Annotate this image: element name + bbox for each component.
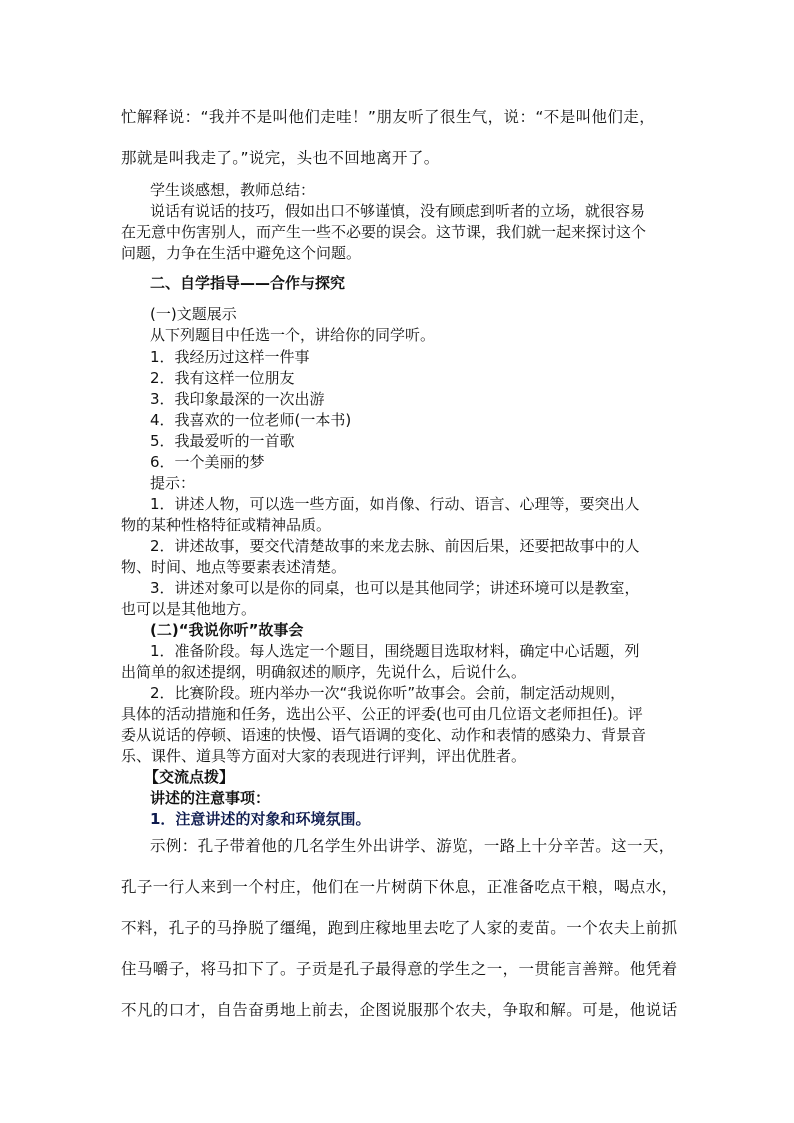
tips-line: 1．讲述人物，可以选一些方面，如肖像、行动、语言、心理等，要突出人 (150, 495, 640, 513)
topic-item: 2．我有这样一位朋友 (150, 369, 295, 387)
exchange-subheading: 讲述的注意事项： (150, 789, 271, 807)
example-line: 不料，孔子的马挣脱了缰绳，跑到庄稼地里去吃了人家的麦苗。一个农夫上前抓 (121, 919, 678, 937)
contest-heading: (二)“我说你听”故事会 (150, 621, 304, 639)
contest-line: 出简单的叙述提纲，明确叙述的顺序，先说什么，后说什么。 (121, 663, 527, 681)
contest-line: 2．比赛阶段。班内举办一次“我说你听”故事会。会前，制定活动规则， (150, 684, 626, 702)
summary-heading: 学生谈感想，教师总结： (150, 181, 316, 199)
tips-line: 物、时间、地点等要素表述清楚。 (121, 558, 347, 576)
tips-line: 也可以是其他地方。 (121, 600, 257, 618)
summary-line-1: 说话有说话的技巧，假如出口不够谨慎，没有顾虑到听者的立场，就很容易 (150, 202, 646, 220)
topics-heading: (一)文题展示 (150, 305, 237, 323)
example-line: 示例：孔子带着他的几名学生外出讲学、游览，一路上十分辛苦。这一天， (150, 837, 675, 855)
contest-line: 具体的活动措施和任务，选出公平、公正的评委(也可由几位语文老师担任)。评 (121, 705, 643, 723)
topic-item: 4．我喜欢的一位老师(一本书) (150, 411, 352, 429)
topics-intro: 从下列题目中任选一个，讲给你的同学听。 (150, 326, 436, 344)
topic-item: 1．我经历过这样一件事 (150, 348, 310, 366)
contest-line: 委从说话的停顿、语速的快慢、语气语调的变化、动作和表情的感染力、背景音 (121, 726, 647, 744)
example-line: 不凡的口才，自告奋勇地上前去，企图说服那个农夫，争取和解。可是，他说话 (121, 1001, 678, 1019)
section-title: 二、自学指导——合作与探究 (150, 274, 346, 292)
summary-line-3: 问题，力争在生活中避免这个问题。 (121, 244, 362, 262)
tips-heading: 提示： (150, 474, 196, 492)
exchange-heading: 【交流点拨】 (144, 768, 235, 786)
summary-line-2: 在无意中伤害别人，而产生一些不必要的误会。这节课，我们就一起来探讨这个 (121, 223, 647, 241)
contest-line: 1．准备阶段。每人选定一个题目，围绕题目选取材料，确定中心话题，列 (150, 642, 640, 660)
story-line-1: 忙解释说：“我并不是叫他们走哇！”朋友听了很生气，说：“不是叫他们走， (121, 108, 656, 126)
tips-line: 3．讲述对象可以是你的同桌，也可以是其他同学；讲述环境可以是教室， (150, 579, 640, 597)
example-line: 住马嚼子，将马扣下了。子贡是孔子最得意的学生之一，一贯能言善辩。他凭着 (121, 960, 678, 978)
contest-line: 乐、课件、道具等方面对大家的表现进行评判，评出优胜者。 (121, 747, 527, 765)
exchange-point-1: 1．注意讲述的对象和环境氛围。 (150, 810, 371, 828)
example-line: 孔子一行人来到一个村庄，他们在一片树荫下休息，正准备吃点干粮，喝点水， (121, 878, 678, 896)
topic-item: 5．我最爱听的一首歌 (150, 432, 295, 450)
topic-item: 6．一个美丽的梦 (150, 453, 265, 471)
tips-line: 2．讲述故事，要交代清楚故事的来龙去脉、前因后果，还要把故事中的人 (150, 537, 640, 555)
topic-item: 3．我印象最深的一次出游 (150, 390, 325, 408)
story-line-2: 那就是叫我走了。”说完，头也不回地离开了。 (121, 149, 440, 167)
tips-line: 物的某种性格特征或精神品质。 (121, 516, 332, 534)
